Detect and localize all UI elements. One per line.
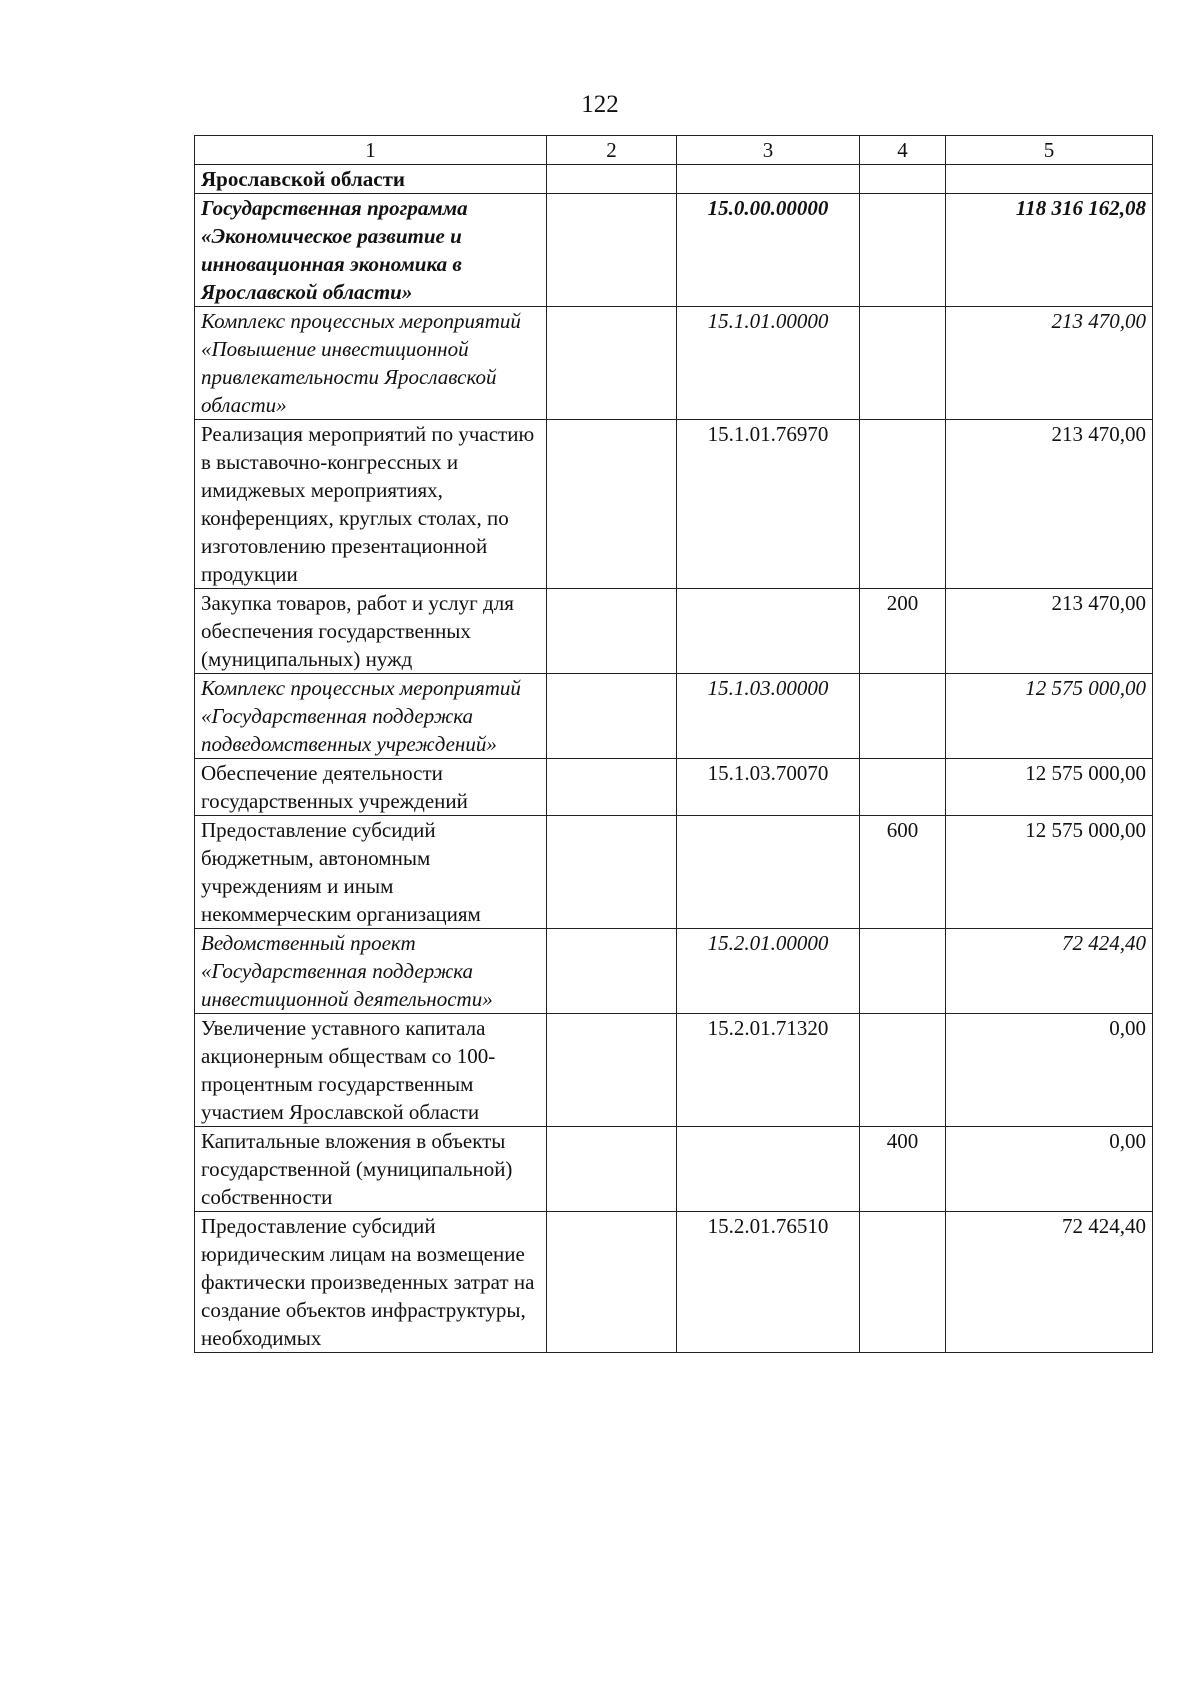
row-col2-cell: [547, 194, 677, 307]
row-code-cell: 15.1.03.70070: [677, 759, 860, 816]
row-kind-cell: [860, 929, 946, 1014]
row-col2-cell: [547, 165, 677, 194]
row-amount-cell: 213 470,00: [946, 420, 1153, 589]
header-col-2: 2: [547, 136, 677, 165]
row-kind-cell: [860, 1212, 946, 1353]
row-kind-cell: 400: [860, 1127, 946, 1212]
row-code-cell: 15.1.01.76970: [677, 420, 860, 589]
row-kind-cell: [860, 194, 946, 307]
row-name-cell: Закупка товаров, работ и услуг для обеспечения государственных (муниципальных) нужд: [195, 589, 547, 674]
row-code-cell: [677, 589, 860, 674]
row-col2-cell: [547, 929, 677, 1014]
row-name-cell: Предоставление субсидий юридическим лицам на возмещение фактически произведенных затрат на создание объектов инфраструктуры, необходимых: [195, 1212, 547, 1353]
table-row: [195, 589, 1153, 674]
header-col-1: 1: [195, 136, 547, 165]
row-name-cell: Реализация мероприятий по участию в выставочно-конгрессных и имиджевых мероприятиях, конференциях, круглых столах, по изготовлению презентационной продукции: [195, 420, 547, 589]
row-code-cell: 15.0.00.00000: [677, 194, 860, 307]
page-number: 122: [581, 91, 619, 118]
row-code-cell: 15.2.01.76510: [677, 1212, 860, 1353]
row-code-cell: 15.2.01.00000: [677, 929, 860, 1014]
row-col2-cell: [547, 759, 677, 816]
row-amount-cell: 12 575 000,00: [946, 759, 1153, 816]
row-code-cell: 15.1.03.00000: [677, 674, 860, 759]
row-col2-cell: [547, 1212, 677, 1353]
table-row: [195, 420, 1153, 589]
row-name-cell: Увеличение уставного капитала акционерным обществам со 100-процентным государственным участием Ярославской области: [195, 1014, 547, 1127]
row-name-cell: Предоставление субсидий бюджетным, автономным учреждениям и иным некоммерческим организациям: [195, 816, 547, 929]
row-amount-cell: 12 575 000,00: [946, 816, 1153, 929]
row-name-cell: Капитальные вложения в объекты государственной (муниципальной) собственности: [195, 1127, 547, 1212]
row-code-cell: 15.1.01.00000: [677, 307, 860, 420]
row-col2-cell: [547, 420, 677, 589]
row-kind-cell: [860, 420, 946, 589]
table-row: [195, 674, 1153, 759]
row-name-cell: Государственная программа «Экономическое развитие и инновационная экономика в Ярославской области»: [195, 194, 547, 307]
row-col2-cell: [547, 1127, 677, 1212]
row-code-cell: 15.2.01.71320: [677, 1014, 860, 1127]
row-amount-cell: 118 316 162,08: [946, 194, 1153, 307]
row-col2-cell: [547, 307, 677, 420]
row-kind-cell: [860, 759, 946, 816]
row-amount-cell: 12 575 000,00: [946, 674, 1153, 759]
row-code-cell: [677, 816, 860, 929]
table-header-row: [195, 136, 1153, 165]
row-amount-cell: 0,00: [946, 1127, 1153, 1212]
header-col-3: 3: [677, 136, 860, 165]
row-kind-cell: [860, 307, 946, 420]
row-amount-cell: [946, 165, 1153, 194]
row-col2-cell: [547, 1014, 677, 1127]
table-row: [195, 165, 1153, 194]
header-col-5: 5: [946, 136, 1153, 165]
row-amount-cell: 213 470,00: [946, 307, 1153, 420]
table-body: [195, 165, 1153, 1353]
header-col-4: 4: [860, 136, 946, 165]
row-col2-cell: [547, 816, 677, 929]
row-amount-cell: 72 424,40: [946, 929, 1153, 1014]
table-row: [195, 929, 1153, 1014]
table-row: [195, 1212, 1153, 1353]
table-row: [195, 816, 1153, 929]
table-row: [195, 1014, 1153, 1127]
row-col2-cell: [547, 674, 677, 759]
table-row: [195, 1127, 1153, 1212]
table-row: [195, 194, 1153, 307]
row-col2-cell: [547, 589, 677, 674]
budget-table: [194, 135, 1153, 1353]
row-name-cell: Комплекс процессных мероприятий «Повышение инвестиционной привлекательности Ярославской области»: [195, 307, 547, 420]
row-name-cell: Ярославской области: [195, 165, 547, 194]
row-name-cell: Обеспечение деятельности государственных учреждений: [195, 759, 547, 816]
row-kind-cell: [860, 165, 946, 194]
row-kind-cell: [860, 674, 946, 759]
row-kind-cell: 200: [860, 589, 946, 674]
table-row: [195, 307, 1153, 420]
row-name-cell: Ведомственный проект «Государственная поддержка инвестиционной деятельности»: [195, 929, 547, 1014]
row-kind-cell: [860, 1014, 946, 1127]
row-code-cell: [677, 165, 860, 194]
row-code-cell: [677, 1127, 860, 1212]
row-amount-cell: 213 470,00: [946, 589, 1153, 674]
row-kind-cell: 600: [860, 816, 946, 929]
row-amount-cell: 0,00: [946, 1014, 1153, 1127]
row-name-cell: Комплекс процессных мероприятий «Государственная поддержка подведомственных учреждений»: [195, 674, 547, 759]
table-row: [195, 759, 1153, 816]
row-amount-cell: 72 424,40: [946, 1212, 1153, 1353]
